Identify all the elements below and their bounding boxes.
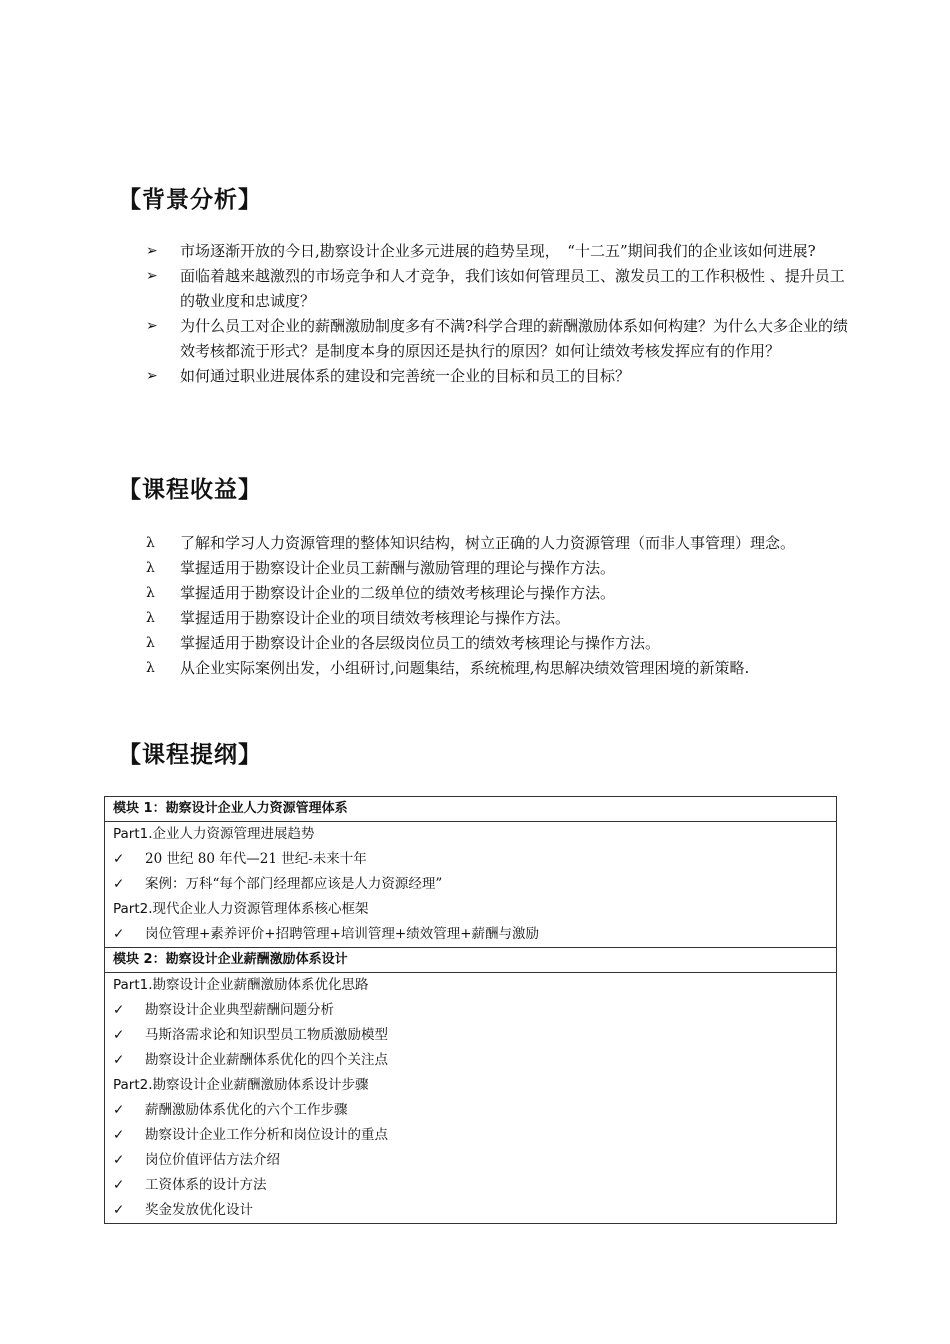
lambda-bullet-icon: λ [146, 535, 155, 551]
list-item: λ 掌握适用于勘察设计企业的项目绩效考核理论与操作方法。 [146, 606, 858, 631]
list-item: ✓ 工资体系的设计方法 [113, 1173, 828, 1198]
lambda-bullet-icon: λ [146, 560, 155, 576]
check-icon: ✓ [113, 1052, 125, 1068]
lambda-bullet-icon: λ [146, 635, 155, 651]
list-item: ✓ 薪酬激励体系优化的六个工作步骤 [113, 1098, 828, 1123]
background-list [146, 239, 858, 389]
module-2-body [105, 973, 837, 1224]
list-item: λ 了解和学习人力资源管理的整体知识结构，树立正确的人力资源管理（而非人事管理）理念。 [146, 531, 858, 556]
check-icon: ✓ [113, 1027, 125, 1043]
list-item: ✓ 岗位价值评估方法介绍 [113, 1148, 828, 1173]
list-item: ✓ 马斯洛需求论和知识型员工物质激励模型 [113, 1023, 828, 1048]
section-title-outline: 【课程提纲】 [118, 742, 262, 768]
part-heading: Part1.勘察设计企业薪酬激励体系优化思路 [113, 977, 369, 993]
check-icon: ✓ [113, 1202, 125, 1218]
check-icon: ✓ [113, 1152, 125, 1168]
list-item: ➢ 市场逐渐开放的今日,勘察设计企业多元进展的趋势呈现， “十二五”期间我们的企业该如何进展? [146, 239, 858, 264]
part-heading: Part1.企业人力资源管理进展趋势 [113, 826, 315, 842]
list-item: ✓ 奖金发放优化设计 [113, 1198, 828, 1223]
check-icon: ✓ [113, 1127, 125, 1143]
list-item: ✓ 勘察设计企业工作分析和岗位设计的重点 [113, 1123, 828, 1148]
arrow-bullet-icon: ➢ [146, 243, 158, 259]
lambda-bullet-icon: λ [146, 585, 155, 601]
part-heading: Part2.现代企业人力资源管理体系核心框架 [113, 901, 369, 917]
check-icon: ✓ [113, 876, 125, 892]
check-icon: ✓ [113, 926, 125, 942]
arrow-bullet-icon: ➢ [146, 318, 158, 334]
list-item: ✓ 20 世纪 80 年代—21 世纪-未来十年 [113, 847, 828, 872]
check-icon: ✓ [113, 851, 125, 867]
list-item: ➢ 面临着越来越激烈的市场竞争和人才竞争，我们该如何管理员工、激发员工的工作积极性 、提升员工的敬业度和忠诚度？ [146, 264, 858, 314]
module-1-body [105, 822, 837, 948]
list-item: λ 从企业实际案例出发，小组研讨,问题集结，系统梳理,构思解决绩效管理困境的新策略. [146, 656, 858, 681]
list-item: λ 掌握适用于勘察设计企业的二级单位的绩效考核理论与操作方法。 [146, 581, 858, 606]
list-item: ✓ 案例：万科“每个部门经理都应该是人力资源经理” [113, 872, 828, 897]
module-2-title: 模块 2：勘察设计企业薪酬激励体系设计 [105, 948, 837, 973]
list-item: ➢ 如何通过职业进展体系的建设和完善统一企业的目标和员工的目标？ [146, 364, 858, 389]
arrow-bullet-icon: ➢ [146, 368, 158, 384]
lambda-bullet-icon: λ [146, 660, 155, 676]
outline-table [104, 796, 837, 1224]
list-item: ✓ 勘察设计企业薪酬体系优化的四个关注点 [113, 1048, 828, 1073]
part-heading: Part2.勘察设计企业薪酬激励体系设计步骤 [113, 1077, 369, 1093]
benefits-list [146, 531, 858, 681]
list-item: λ 掌握适用于勘察设计企业员工薪酬与激励管理的理论与操作方法。 [146, 556, 858, 581]
arrow-bullet-icon: ➢ [146, 268, 158, 284]
check-icon: ✓ [113, 1177, 125, 1193]
list-item: ➢ 为什么员工对企业的薪酬激励制度多有不满?科学合理的薪酬激励体系如何构建？为什么大多企业的绩效考核都流于形式？是制度本身的原因还是执行的原因？如何让绩效考核发挥应有的作用？ [146, 314, 858, 364]
section-title-benefits: 【课程收益】 [118, 477, 262, 503]
check-icon: ✓ [113, 1102, 125, 1118]
module-1-title: 模块 1：勘察设计企业人力资源管理体系 [105, 797, 837, 822]
check-icon: ✓ [113, 1002, 125, 1018]
lambda-bullet-icon: λ [146, 610, 155, 626]
list-item: ✓ 岗位管理+素养评价+招聘管理+培训管理+绩效管理+薪酬与激励 [113, 922, 828, 947]
list-item: ✓ 勘察设计企业典型薪酬问题分析 [113, 998, 828, 1023]
list-item: λ 掌握适用于勘察设计企业的各层级岗位员工的绩效考核理论与操作方法。 [146, 631, 858, 656]
section-title-background: 【背景分析】 [118, 187, 262, 213]
